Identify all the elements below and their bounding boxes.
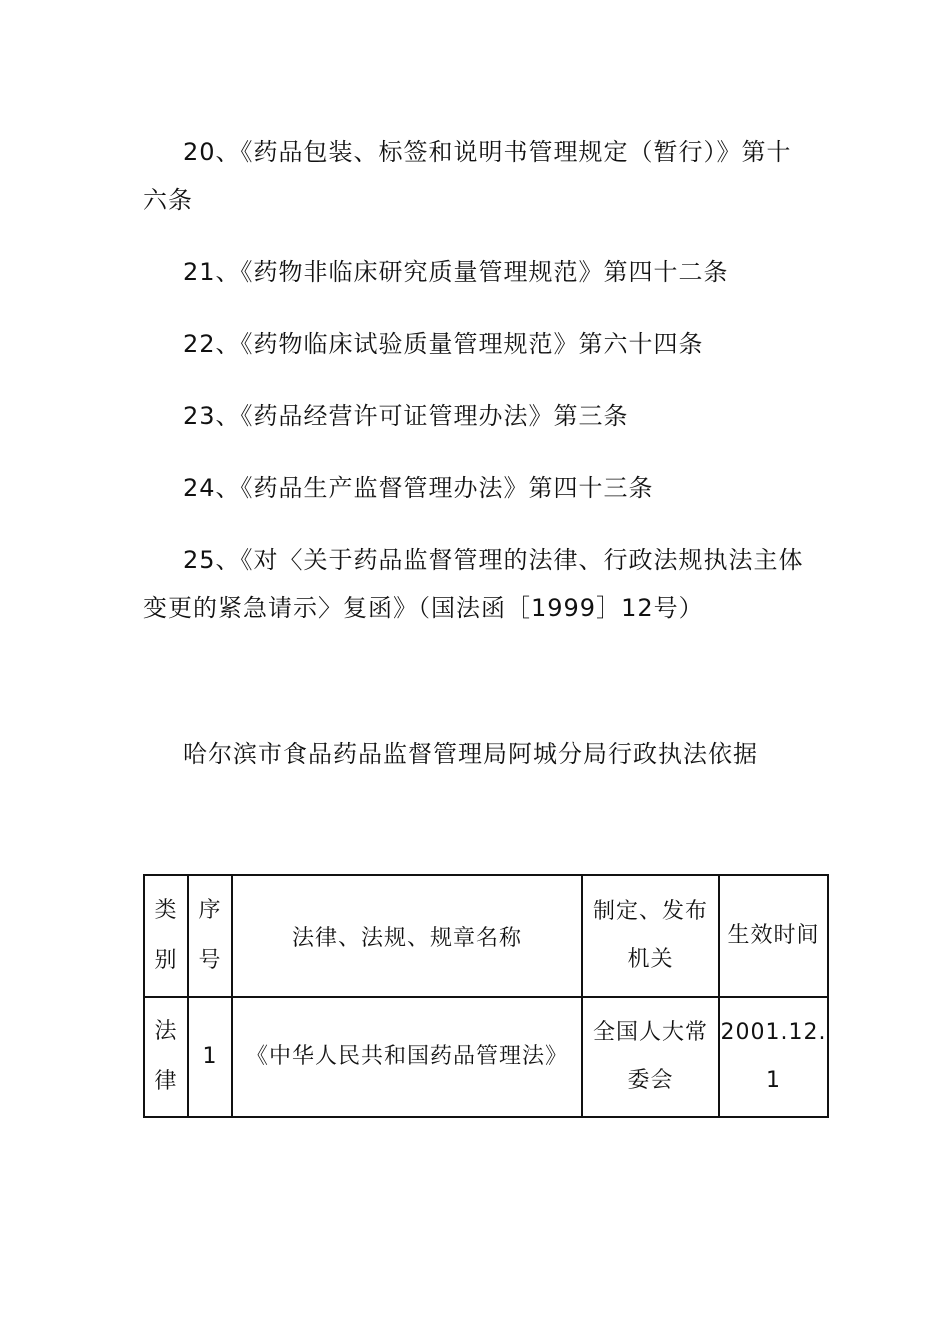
list-item: 22、《药物临床试验质量管理规范》第六十四条 <box>183 330 704 358</box>
law-basis-table <box>143 874 829 1118</box>
header-number: 序号 <box>188 875 232 997</box>
cell-org: 全国人大常委会 <box>582 997 719 1117</box>
header-effective: 生效时间 <box>719 875 828 997</box>
table-row <box>144 997 828 1117</box>
header-name: 法律、法规、规章名称 <box>232 875 582 997</box>
cell-category: 法律 <box>144 997 188 1117</box>
list-item: 24、《药品生产监督管理办法》第四十三条 <box>183 474 654 502</box>
cell-effective: 2001.12.1 <box>719 997 828 1117</box>
cell-number: 1 <box>188 997 232 1117</box>
header-category: 类别 <box>144 875 188 997</box>
header-org: 制定、发布机关 <box>582 875 719 997</box>
list-item: 21、《药物非临床研究质量管理规范》第四十二条 <box>183 258 729 286</box>
table-header-row <box>144 875 828 997</box>
cell-name: 《中华人民共和国药品管理法》 <box>232 997 582 1117</box>
list-item: 25、《对〈关于药品监督管理的法律、行政法规执法主体变更的紧急请示〉复函》（国法函［1999］12号） <box>143 546 804 622</box>
list-item: 23、《药品经营许可证管理办法》第三条 <box>183 402 629 430</box>
list-item: 20、《药品包装、标签和说明书管理规定（暂行）》第十六条 <box>143 138 792 214</box>
law-reference-list <box>143 128 813 656</box>
section-heading: 哈尔滨市食品药品监督管理局阿城分局行政执法依据 <box>183 740 758 768</box>
